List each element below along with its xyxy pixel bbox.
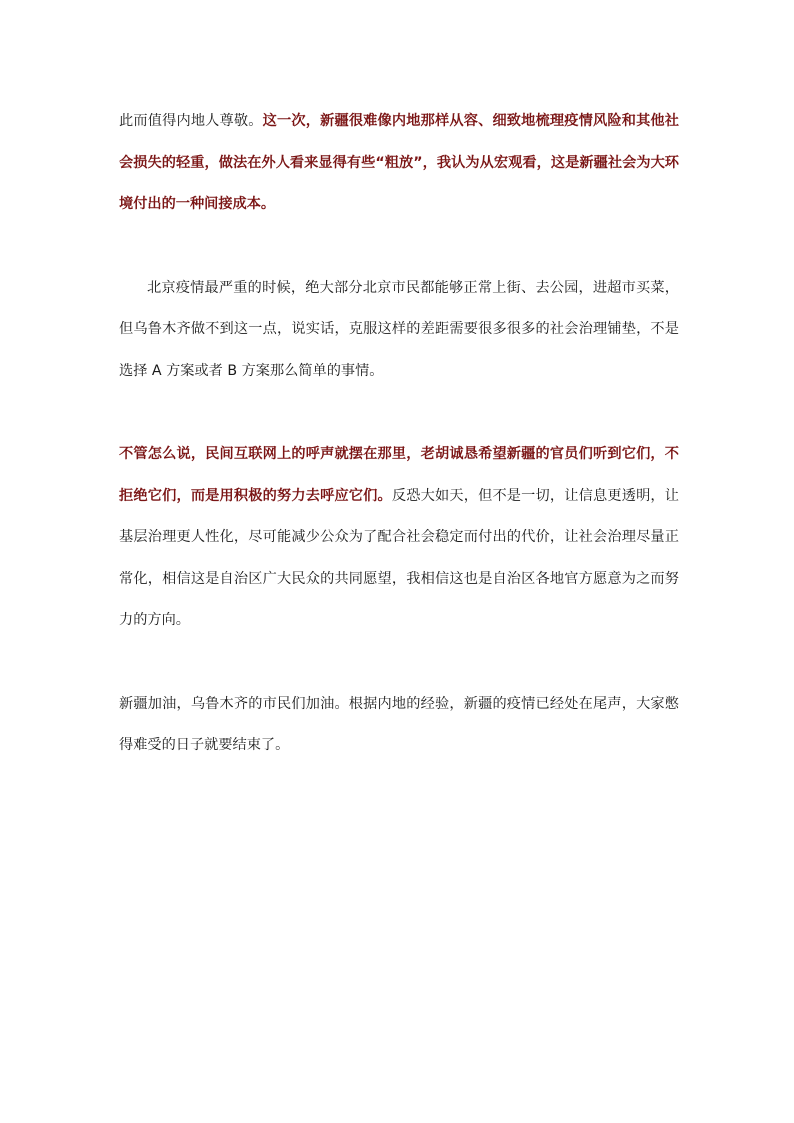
paragraph-1-text: 此而值得内地人尊敬。 <box>119 113 263 129</box>
paragraph-1 <box>119 101 679 226</box>
paragraph-4-text: 新疆加油，乌鲁木齐的市民们加油。根据内地的经验，新疆的疫情已经处在尾声，大家憋得难受的日子就要结束了。 <box>119 695 679 753</box>
paragraph-3-text: 反恐大如天，但不是一切，让信息更透明，让基层治理更人性化，尽可能减少公众为了配合社会稳定而付出的代价，让社会治理尽量正常化，相信这是自治区广大民众的共同愿望，我相信这也是自治区各地官方愿意为之而努力的方向。 <box>119 487 679 628</box>
paragraph-2-text: 北京疫情最严重的时候，绝大部分北京市民都能够正常上街、去公园，进超市买菜，但乌鲁木齐做不到这一点，说实话，克服这样的差距需要很多很多的社会治理铺垫，不是选择 A 方案或者 B 方案那么简单的事情。 <box>119 279 679 379</box>
paragraph-4 <box>119 684 679 767</box>
article-body <box>119 101 679 767</box>
paragraph-3-emphasis: 不管怎么说，民间互联网上的呼声就摆在那里，老胡诚恳希望新疆的官员们听到它们，不拒绝它们，而是用积极的努力去呼应它们。 <box>119 446 679 504</box>
paragraph-3 <box>119 434 679 642</box>
paragraph-1-emphasis: 这一次，新疆很难像内地那样从容、细致地梳理疫情风险和其他社会损失的轻重，做法在外人看来显得有些“粗放”，我认为从宏观看，这是新疆社会为大环境付出的一种间接成本。 <box>119 113 679 212</box>
paragraph-2 <box>119 268 679 393</box>
